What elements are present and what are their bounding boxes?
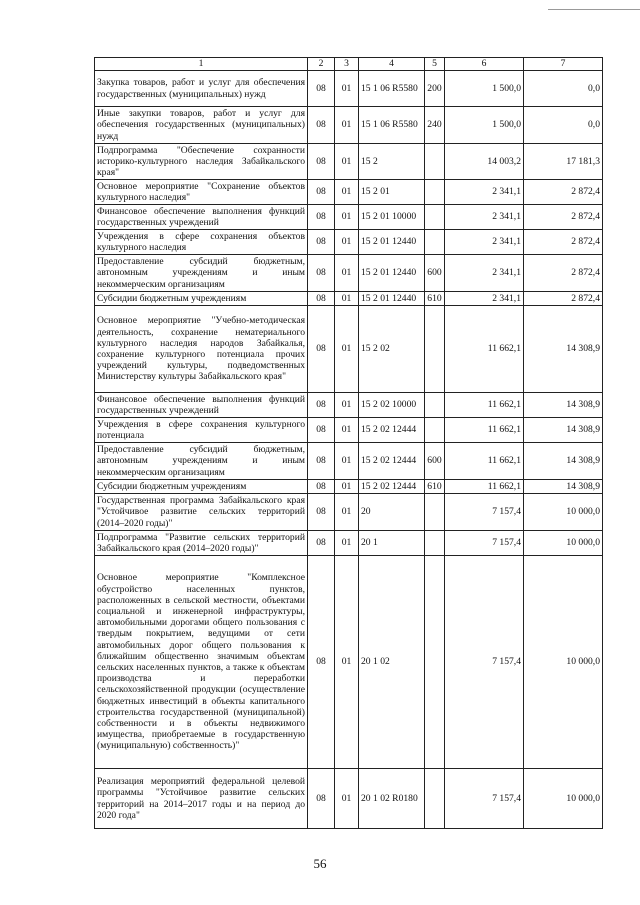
subsection-code: 01 (335, 107, 359, 144)
target-article-code: 15 2 02 12444 (359, 418, 425, 443)
amount-col7: 2 872,4 (524, 205, 603, 230)
target-article-code: 15 2 01 (359, 180, 425, 205)
target-article-code: 15 1 06 R5580 (359, 107, 425, 144)
target-article-code: 15 2 01 12440 (359, 255, 425, 292)
column-header: 6 (445, 58, 524, 71)
table-row (95, 107, 603, 144)
subsection-code: 01 (335, 393, 359, 418)
table-row (95, 180, 603, 205)
expense-type-code (425, 556, 445, 769)
amount-col6: 2 341,1 (445, 205, 524, 230)
amount-col7: 14 308,9 (524, 443, 603, 480)
amount-col6: 11 662,1 (445, 480, 524, 494)
subsection-code: 01 (335, 230, 359, 255)
section-code: 08 (308, 144, 335, 180)
expense-type-code (425, 144, 445, 180)
row-name: Основное мероприятие "Учебно-методическая деятельность, сохранение нематериального культурного наследия народов Забайкалья, сохранение культурного потенциала прочих учреждений культуры, подведомственных Министерству культуры Забайкальского края" (95, 306, 308, 393)
row-name: Государственная программа Забайкальского края "Устойчивое развитие сельских территорий (2014–2020 годы)" (95, 494, 308, 531)
section-code: 08 (308, 107, 335, 144)
row-name: Учреждения в сфере сохранения культурного потенциала (95, 418, 308, 443)
section-code: 08 (308, 494, 335, 531)
row-name: Закупка товаров, работ и услуг для обеспечения государственных (муниципальных) нужд (95, 71, 308, 107)
table-row (95, 306, 603, 393)
target-article-code: 20 1 (359, 531, 425, 556)
amount-col7: 10 000,0 (524, 769, 603, 829)
target-article-code: 15 2 01 12440 (359, 230, 425, 255)
row-name: Субсидии бюджетным учреждениям (95, 292, 308, 306)
subsection-code: 01 (335, 494, 359, 531)
row-name: Подпрограмма "Обеспечение сохранности историко-культурного наследия Забайкальского края" (95, 144, 308, 180)
row-name: Субсидии бюджетным учреждениям (95, 480, 308, 494)
target-article-code: 15 2 01 10000 (359, 205, 425, 230)
amount-col7: 14 308,9 (524, 480, 603, 494)
section-code: 08 (308, 443, 335, 480)
section-code: 08 (308, 306, 335, 393)
section-code: 08 (308, 255, 335, 292)
subsection-code: 01 (335, 292, 359, 306)
expense-type-code: 610 (425, 480, 445, 494)
table-row (95, 443, 603, 480)
amount-col6: 1 500,0 (445, 71, 524, 107)
subsection-code: 01 (335, 556, 359, 769)
table-header-row (95, 58, 603, 71)
amount-col6: 2 341,1 (445, 180, 524, 205)
amount-col7: 2 872,4 (524, 255, 603, 292)
table-row (95, 205, 603, 230)
target-article-code: 15 2 02 (359, 306, 425, 393)
subsection-code: 01 (335, 180, 359, 205)
amount-col6: 2 341,1 (445, 292, 524, 306)
expense-type-code: 610 (425, 292, 445, 306)
table-row (95, 71, 603, 107)
section-code: 08 (308, 205, 335, 230)
budget-table (94, 57, 603, 829)
expense-type-code (425, 180, 445, 205)
amount-col6: 2 341,1 (445, 230, 524, 255)
section-code: 08 (308, 71, 335, 107)
row-name: Основное мероприятие "Сохранение объектов культурного наследия" (95, 180, 308, 205)
amount-col6: 14 003,2 (445, 144, 524, 180)
row-name: Предоставление субсидий бюджетным, автономным учреждениям и иным некоммерческим организациям (95, 443, 308, 480)
section-code: 08 (308, 418, 335, 443)
amount-col7: 17 181,3 (524, 144, 603, 180)
amount-col6: 7 157,4 (445, 769, 524, 829)
target-article-code: 20 1 02 R0180 (359, 769, 425, 829)
expense-type-code (425, 531, 445, 556)
subsection-code: 01 (335, 255, 359, 292)
target-article-code: 15 2 02 12444 (359, 443, 425, 480)
section-code: 08 (308, 292, 335, 306)
expense-type-code: 200 (425, 71, 445, 107)
expense-type-code (425, 418, 445, 443)
section-code: 08 (308, 556, 335, 769)
page-number: 56 (313, 856, 327, 871)
amount-col7: 14 308,9 (524, 418, 603, 443)
subsection-code: 01 (335, 205, 359, 230)
subsection-code: 01 (335, 71, 359, 107)
expense-type-code (425, 393, 445, 418)
amount-col6: 7 157,4 (445, 494, 524, 531)
amount-col6: 7 157,4 (445, 556, 524, 769)
target-article-code: 15 1 06 R5580 (359, 71, 425, 107)
target-article-code: 20 (359, 494, 425, 531)
section-code: 08 (308, 769, 335, 829)
amount-col6: 11 662,1 (445, 418, 524, 443)
row-name: Реализация мероприятий федеральной целевой программы "Устойчивое развитие сельских территорий на 2014–2017 годы и на период до 2020 года" (95, 769, 308, 829)
amount-col6: 11 662,1 (445, 443, 524, 480)
column-header: 5 (425, 58, 445, 71)
amount-col6: 11 662,1 (445, 393, 524, 418)
table-row (95, 292, 603, 306)
column-header: 2 (308, 58, 335, 71)
subsection-code: 01 (335, 480, 359, 494)
row-name: Финансовое обеспечение выполнения функций государственных учреждений (95, 393, 308, 418)
target-article-code: 15 2 01 12440 (359, 292, 425, 306)
column-header: 4 (359, 58, 425, 71)
amount-col6: 11 662,1 (445, 306, 524, 393)
amount-col7: 2 872,4 (524, 292, 603, 306)
row-name: Предоставление субсидий бюджетным, автономным учреждениям и иным некоммерческим организациям (95, 255, 308, 292)
section-code: 08 (308, 230, 335, 255)
subsection-code: 01 (335, 418, 359, 443)
subsection-code: 01 (335, 144, 359, 180)
amount-col6: 7 157,4 (445, 531, 524, 556)
amount-col7: 0,0 (524, 107, 603, 144)
top-rule (548, 9, 640, 10)
target-article-code: 15 2 02 10000 (359, 393, 425, 418)
expense-type-code: 240 (425, 107, 445, 144)
subsection-code: 01 (335, 306, 359, 393)
amount-col7: 10 000,0 (524, 531, 603, 556)
subsection-code: 01 (335, 443, 359, 480)
target-article-code: 15 2 02 12444 (359, 480, 425, 494)
expense-type-code (425, 769, 445, 829)
subsection-code: 01 (335, 769, 359, 829)
expense-type-code (425, 205, 445, 230)
table-row (95, 144, 603, 180)
expense-type-code (425, 494, 445, 531)
row-name: Учреждения в сфере сохранения объектов культурного наследия (95, 230, 308, 255)
subsection-code: 01 (335, 531, 359, 556)
row-name: Основное мероприятие "Комплексное обустройство населенных пунктов, расположенных в сельской местности, объектами социальной и инженерной инфраструктуры, автомобильными дорогами общего пользования с твердым покрытием, ведущими от сети автомобильных дорог общего пользования к ближайшим общественно значимым объектам сельских населенных пунктов, а также к объектам производства и переработки сельскохозяйственной продукции (осуществление бюджетных инвестиций в объекты капитального строительства государственной (муниципальной) собственности и в объекты недвижимого имущества, приобретаемые в государственную (муниципальную) собственность)" (95, 556, 308, 769)
target-article-code: 20 1 02 (359, 556, 425, 769)
section-code: 08 (308, 480, 335, 494)
column-header: 3 (335, 58, 359, 71)
row-name: Подпрограмма "Развитие сельских территорий Забайкальского края (2014–2020 годы)" (95, 531, 308, 556)
table-row (95, 418, 603, 443)
expense-type-code (425, 306, 445, 393)
section-code: 08 (308, 531, 335, 556)
row-name: Иные закупки товаров, работ и услуг для обеспечения государственных (муниципальных) нужд (95, 107, 308, 144)
table-row (95, 255, 603, 292)
section-code: 08 (308, 393, 335, 418)
row-name: Финансовое обеспечение выполнения функций государственных учреждений (95, 205, 308, 230)
expense-type-code (425, 230, 445, 255)
expense-type-code: 600 (425, 255, 445, 292)
section-code: 08 (308, 180, 335, 205)
table-row (95, 531, 603, 556)
column-header: 7 (524, 58, 603, 71)
expense-type-code: 600 (425, 443, 445, 480)
table-row (95, 556, 603, 769)
column-header: 1 (95, 58, 308, 71)
table-row (95, 494, 603, 531)
table-row (95, 230, 603, 255)
amount-col6: 2 341,1 (445, 255, 524, 292)
amount-col7: 14 308,9 (524, 393, 603, 418)
target-article-code: 15 2 (359, 144, 425, 180)
amount-col7: 2 872,4 (524, 180, 603, 205)
table-row (95, 769, 603, 829)
amount-col7: 10 000,0 (524, 494, 603, 531)
table-row (95, 393, 603, 418)
table-row (95, 480, 603, 494)
amount-col7: 10 000,0 (524, 556, 603, 769)
amount-col7: 0,0 (524, 71, 603, 107)
amount-col7: 2 872,4 (524, 230, 603, 255)
amount-col7: 14 308,9 (524, 306, 603, 393)
amount-col6: 1 500,0 (445, 107, 524, 144)
